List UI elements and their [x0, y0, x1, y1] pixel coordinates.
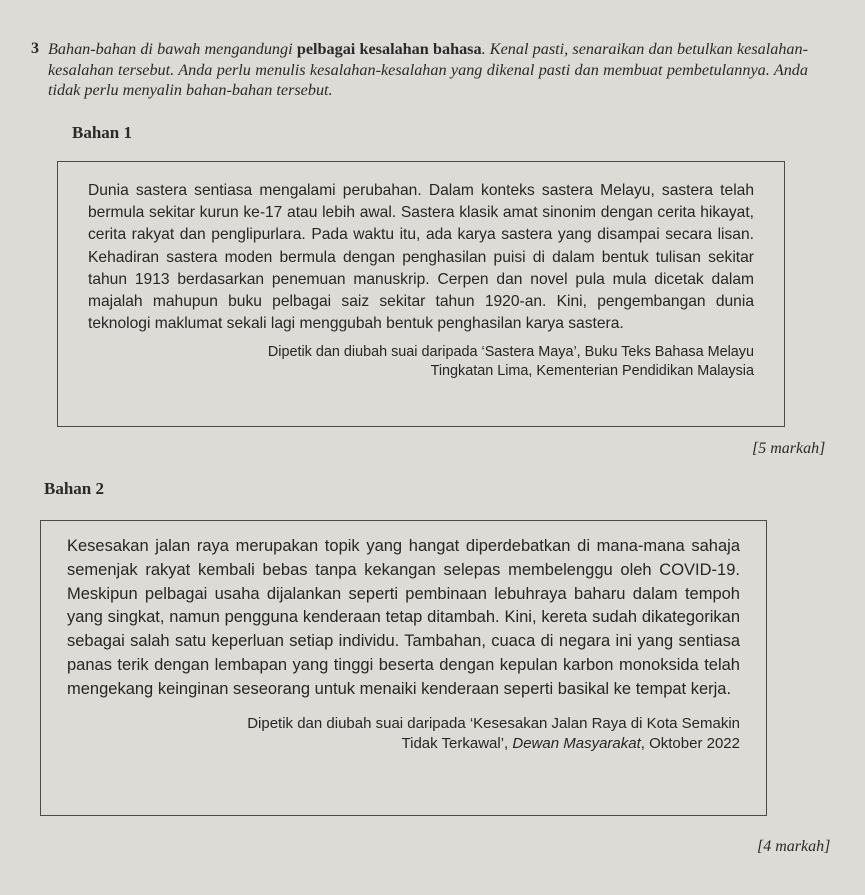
question-number: 3: [31, 40, 39, 57]
bahan-2-box: [40, 520, 767, 816]
bahan-2-source: Dipetik dan diubah suai daripada ‘Kesesakan Jalan Raya di Kota Semakin Tidak Terkawal’, Dewan Masyarakat, Oktober 2022: [247, 714, 740, 752]
bahan-1-marks: [5 markah]: [752, 440, 826, 457]
bahan-2-label: Bahan 2: [44, 479, 104, 498]
bahan-2-passage: Kesesakan jalan raya merupakan topik yang hangat diperdebatkan di mana-mana sahaja semenjak rakyat kembali bebas tanpa kekangan selepas membelenggu oleh COVID-19. Meskipun pelbagai usaha dijalankan seperti pembinaan lebuhraya baharu dalam tempoh yang singkat, namun pengguna kenderaan tetap ditambah. Kini, kereta sudah dikategorikan sebagai salah satu keperluan setiap individu. Tambahan, cuaca di negara ini yang sentiasa panas terik dengan lembapan yang tinggi beserta dengan kepulan karbon monoksida telah mengekang keinginan seseorang untuk menaiki kenderaan seperti basikal ke tempat kerja.: [67, 537, 740, 698]
bahan-1-label: Bahan 1: [72, 123, 132, 142]
question-instruction: Bahan-bahan di bawah mengandungi pelbagai kesalahan bahasa. Kenal pasti, senaraikan dan betulkan kesalahan-kesalahan tersebut. Anda perlu menulis kesalahan-kesalahan yang dikenal pasti dan membuat pembetulannya. Anda tidak perlu menyalin bahan-bahan tersebut.: [48, 40, 808, 99]
bahan-2-marks: [4 markah]: [757, 838, 831, 855]
bahan-1-box: [57, 161, 785, 427]
bahan-1-source: Dipetik dan diubah suai daripada ‘Sastera Maya’, Buku Teks Bahasa Melayu Tingkatan Lima, Kementerian Pendidikan Malaysia: [267, 344, 754, 380]
bahan-1-passage: Dunia sastera sentiasa mengalami perubahan. Dalam konteks sastera Melayu, sastera telah bermula sekitar kurun ke-17 atau lebih awal. Sastera klasik amat sinonim dengan cerita hikayat, cerita rakyat dan penglipurlara. Pada waktu itu, ada karya sastera yang disampai secara lisan. Kehadiran sastera moden bermula dengan penghasilan puisi di dalam bentuk tulisan sekitar tahun 1913 berdasarkan penemuan manuskrip. Cerpen dan novel pula mula dicetak dalam majalah mahupun buku pelbagai saiz sekitar tahun 1920-an. Kini, pengembangan dunia teknologi maklumat sekali lagi menggubah bentuk penghasilan karya sastera.: [88, 182, 754, 333]
